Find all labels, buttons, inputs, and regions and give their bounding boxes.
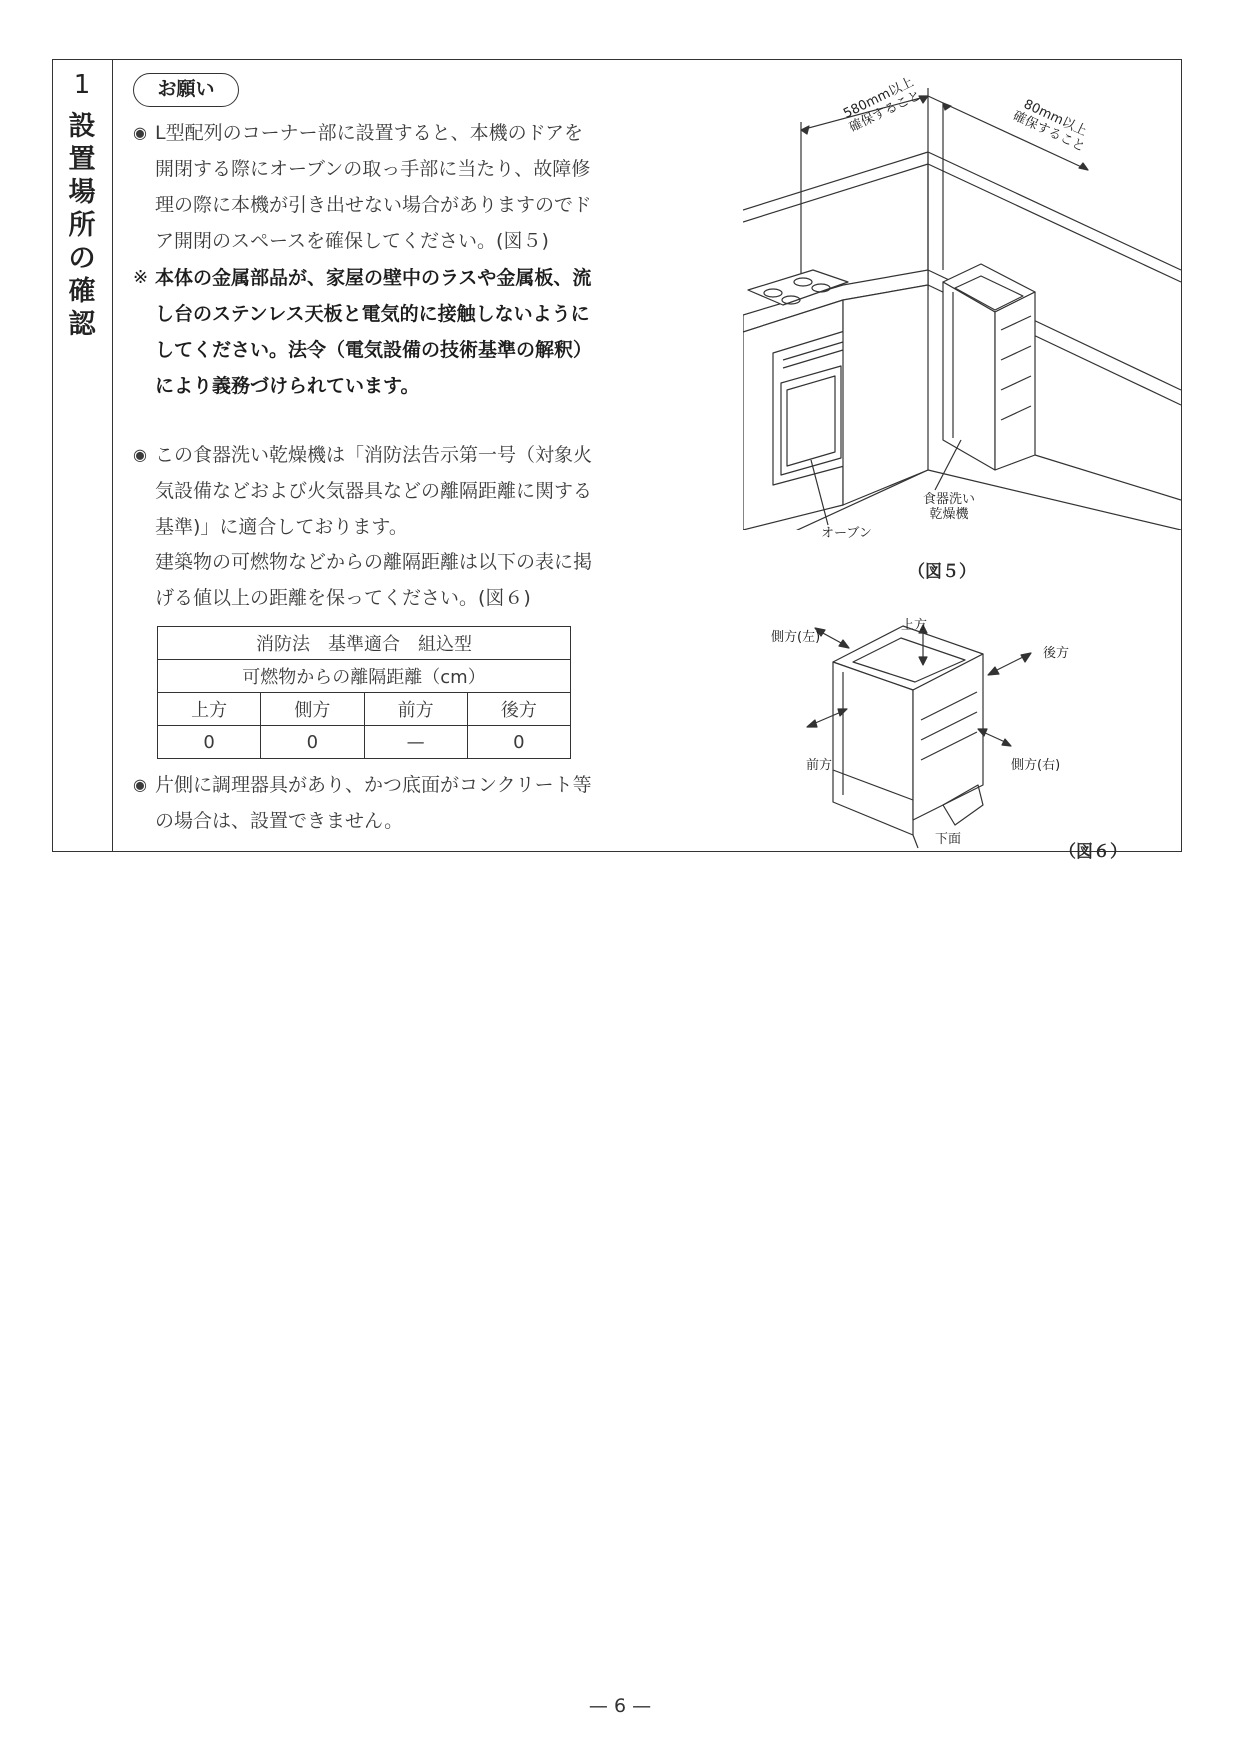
value-side: 0 — [261, 726, 364, 759]
paragraph-concrete-floor — [133, 767, 693, 839]
value-front: — — [364, 726, 467, 759]
figure6-illustration — [743, 580, 1181, 850]
table-header-law: 消防法 基準適合 組込型 — [158, 627, 571, 660]
note-mark: ※ — [133, 267, 149, 288]
table-row — [158, 726, 571, 759]
paragraph-text: L型配列のコーナー部に設置すると、本機のドアを 開閉する際にオーブンの取っ手部に当たり、故障修 理の際に本機が引き出せない場合がありますのでド ア開閉のスペースを確保してください。(図５) — [155, 122, 592, 252]
bullet-mark: ◉ — [133, 775, 147, 794]
figure6-front-label: 前方 — [806, 758, 833, 773]
column-header-front: 前方 — [364, 693, 467, 726]
section-number: 1 — [73, 70, 91, 100]
figure5-dim-580: 580mm以上 確保すること — [841, 74, 924, 136]
figure6-bottom-label: 下面 — [935, 832, 962, 847]
bullet-mark: ◉ — [133, 123, 147, 142]
text-column — [133, 60, 693, 851]
paragraph-text: この食器洗い乾燥機は「消防法告示第一号（対象火 気設備などおよび火気器具などの離隔距離に関する 基準)」に適合しております。 — [155, 444, 593, 538]
figure5-dim-80: 80mm以上 確保すること — [1010, 97, 1090, 156]
column-header-back: 後方 — [467, 693, 570, 726]
table-row — [158, 693, 571, 726]
figure5-illustration — [743, 60, 1181, 530]
column-header-top: 上方 — [158, 693, 261, 726]
figure6-caption: （図６） — [1059, 842, 1127, 862]
figure6-back-label: 後方 — [1043, 646, 1070, 661]
figure5-dishwasher-label: 食器洗い 乾燥機 — [923, 492, 976, 522]
paragraph-text: 片側に調理器具があり、かつ底面がコンクリート等 の場合は、設置できません。 — [155, 774, 592, 832]
paragraph-electrical-warning — [133, 260, 693, 404]
content-frame — [52, 59, 1182, 862]
figure5-oven-label: オーブン — [821, 526, 872, 541]
paragraph-corner-install — [133, 115, 693, 259]
figure6-side-left-label: 側方(左) — [771, 630, 821, 645]
column-header-side: 側方 — [261, 693, 364, 726]
section-header-column — [53, 60, 113, 851]
page-number: — 6 — — [588, 1695, 652, 1717]
figure-area — [743, 60, 1181, 862]
paragraph-text: 建築物の可燃物などからの離隔距離は以下の表に掲 げる値以上の距離を保ってください。(図６) — [155, 551, 593, 609]
paragraph-fire-law — [133, 437, 693, 545]
bullet-mark: ◉ — [133, 445, 147, 464]
clearance-table — [157, 626, 571, 759]
paragraph-text: 本体の金属部品が、家屋の壁中のラスや金属板、流 し台のステンレス天板と電気的に接触しないように してください。法令（電気設備の技術基準の解釈） により義務づけられています。 — [155, 267, 593, 397]
section-title: 設置場所の確認 — [68, 111, 96, 340]
figure5-caption: （図５） — [908, 562, 976, 582]
table-header-distance: 可燃物からの離隔距離（cm） — [158, 660, 571, 693]
notice-badge: お願い — [133, 73, 239, 107]
figure6-side-right-label: 側方(右) — [1011, 758, 1061, 773]
figure6-top-label: 上方 — [901, 618, 928, 633]
paragraph-clearance — [133, 544, 693, 616]
value-top: 0 — [158, 726, 261, 759]
value-back: 0 — [467, 726, 570, 759]
